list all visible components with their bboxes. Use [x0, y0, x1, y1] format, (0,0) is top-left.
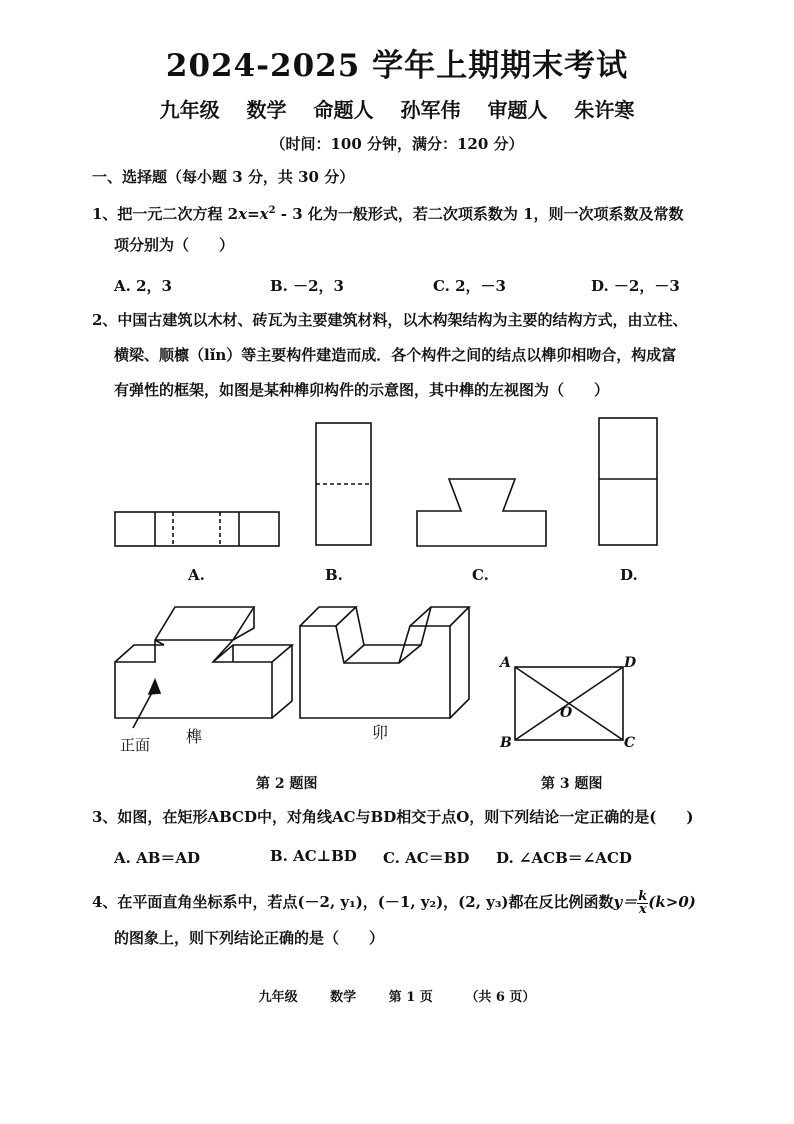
point-b: B [500, 735, 512, 751]
q3-option-d: D. ∠ACB＝∠ACD [496, 849, 632, 867]
rectangle-abcd [515, 667, 623, 740]
q3-option-b: B. AC⊥BD [270, 847, 357, 865]
page-footer [0, 986, 794, 1005]
reviewer: 朱许寒 [574, 98, 635, 122]
q4-line2: 的图象上，则下列结论正确的是（ ） [114, 929, 385, 947]
reviewer-label: 审题人 [487, 98, 548, 122]
tenon-label: 榫 [186, 727, 203, 746]
option-b-label: B. [325, 566, 343, 584]
point-a: A [500, 655, 511, 671]
q4-line1: 4、在平面直角坐标系中，若点(－2, y₁)，(－1, y₂)，(2, y₃)都在反比例函数y＝ $\frac{k}{x}$ (k>0) [92, 888, 696, 917]
q3-line1: 3、如图，在矩形ABCD中，对角线AC与BD相交于点O，则下列结论一定正确的是( ) [92, 808, 694, 826]
mortise-label: 卯 [372, 723, 389, 742]
point-c: C [624, 735, 636, 751]
figure2-caption: 第 2 题图 [256, 776, 318, 792]
front-label: 正面 [120, 736, 151, 754]
section-heading: 一、选择题（每小题 3 分，共 30 分） [92, 168, 355, 186]
q3-option-a: A. AB＝AD [114, 849, 201, 867]
time-info: （时间：100 分钟，满分：120 分） [270, 135, 524, 153]
q2-line3: 有弹性的框架，如图是某种榫卯构件的示意图，其中榫的左视图为（ ） [114, 381, 610, 399]
q1-option-c: C. 2，－3 [433, 277, 506, 295]
q2-line2: 横梁、顺檩（lǐn）等主要构件建造而成．各个构件之间的结点以榫卯相吻合，构成富 [114, 346, 677, 364]
front-arrow [133, 680, 160, 728]
q1-option-b: B. －2，3 [270, 277, 344, 295]
exam-title: 2024-2025 学年上期期末考试 [165, 48, 629, 84]
option-a-figure [115, 512, 279, 546]
tenon-figure [115, 607, 292, 718]
option-c-figure [417, 479, 546, 546]
footer-subject: 数学 [330, 990, 357, 1005]
setter-label: 命题人 [313, 98, 374, 122]
q2-line1: 2、中国古建筑以木材、砖瓦为主要建筑材料，以木构架结构为主要的结构方式，由立柱、 [92, 311, 688, 329]
subject: 数学 [246, 98, 287, 122]
q1-option-a: A. 2，3 [114, 277, 172, 295]
grade: 九年级 [159, 98, 220, 122]
option-d-label: D. [620, 566, 638, 584]
k-over-x-fraction: $\frac{k}{x}$ [638, 888, 648, 917]
footer-total: （共 6 页） [465, 990, 536, 1005]
setter: 孙军伟 [400, 98, 461, 122]
q1-line1: 1、把一元二次方程 $2x=x^2 - 3$ 化为一般形式，若二次项系数为 1，则一次项系数及常数 [92, 205, 684, 223]
footer-grade: 九年级 [258, 990, 298, 1005]
footer-page: 第 1 页 [388, 990, 433, 1005]
q1-option-d: D. －2，－3 [591, 277, 680, 295]
q1-line2: 项分别为（ ） [114, 236, 235, 254]
figure3-caption: 第 3 题图 [541, 776, 603, 792]
q3-option-c: C. AC＝BD [383, 849, 470, 867]
option-c-label: C. [472, 566, 489, 584]
option-d-figure [599, 418, 657, 545]
point-d: D [624, 655, 637, 671]
option-a-label: A. [188, 566, 205, 584]
point-o: O [560, 705, 573, 721]
option-b-figure [316, 423, 371, 545]
mortise-figure [300, 607, 469, 718]
